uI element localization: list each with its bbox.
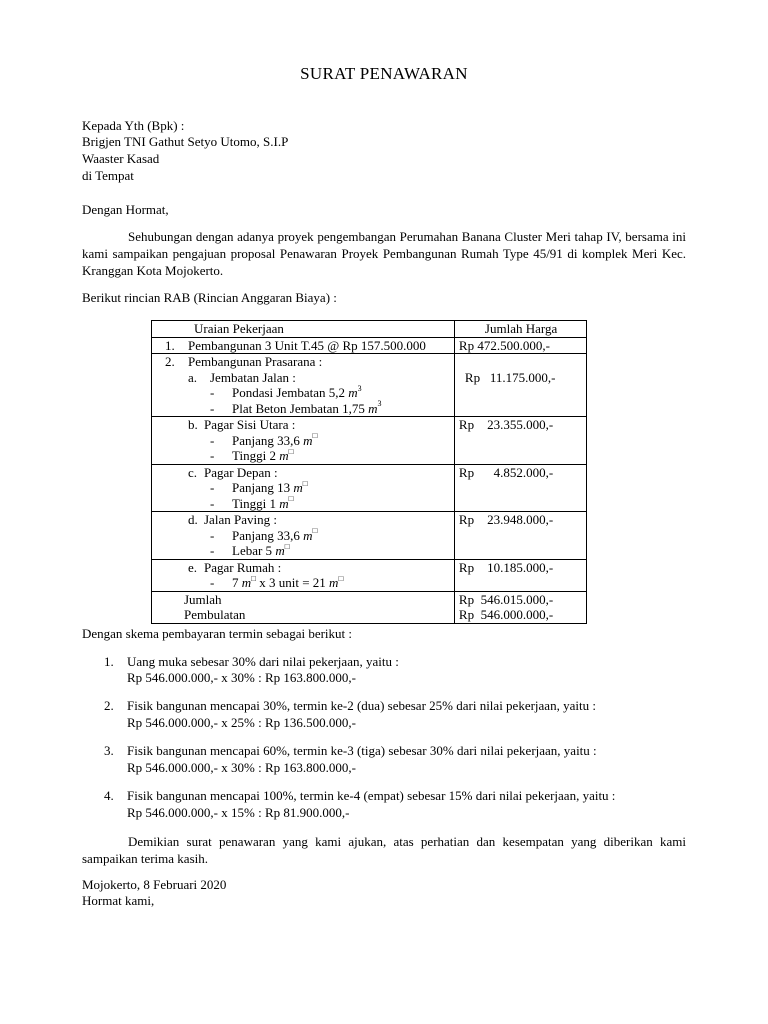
list-item: Rp 546.000.000,- x 15% : Rp 81.900.000,- xyxy=(127,805,350,820)
sub-item: Tinggi 2 m□ xyxy=(232,446,294,463)
sub-label: Pagar Rumah : xyxy=(204,559,282,575)
sub-item: Panjang 13 m□ xyxy=(232,478,308,495)
row-price: Rp 472.500.000,- xyxy=(458,337,550,353)
sub-item: Plat Beton Jembatan 1,75 $m^3$ xyxy=(232,399,382,416)
list-number: 1. xyxy=(104,654,114,669)
list-item: Fisik bangunan mencapai 100%, termin ke-4 (empat) sebesar 15% dari nilai pekerjaan, yaitu : xyxy=(127,788,616,803)
rab-intro: Berikut rincian RAB (Rincian Anggaran Biaya) : xyxy=(82,290,337,305)
row-price: Rp 11.175.000,- xyxy=(464,369,556,385)
bullet-dash: - xyxy=(210,432,215,448)
sub-letter: a. xyxy=(188,369,198,385)
sub-label: Pagar Sisi Utara : xyxy=(204,417,296,432)
col1-header: Uraian Pekerjaan xyxy=(194,321,284,336)
bullet-dash: - xyxy=(210,448,215,463)
document-title: SURAT PENAWARAN xyxy=(300,64,468,83)
sub-item: Lebar 5 m□ xyxy=(232,541,290,558)
sub-label: Jalan Paving : xyxy=(204,512,277,527)
greeting: Dengan Hormat, xyxy=(82,202,169,217)
table-row xyxy=(152,417,587,465)
sub-label: Jembatan Jalan : xyxy=(210,369,296,385)
table-header-row xyxy=(152,321,587,338)
sub-item: Pondasi Jembatan 5,2 $m^3$ xyxy=(232,383,362,400)
table-total-row xyxy=(152,591,587,623)
bullet-dash: - xyxy=(210,385,215,400)
list-item: Uang muka sebesar 30% dari nilai pekerjaan, yaitu : xyxy=(127,654,399,669)
sub-item: Panjang 33,6 m□ xyxy=(232,431,318,448)
recipient-line-4: di Tempat xyxy=(82,168,134,183)
bullet-dash: - xyxy=(210,400,215,416)
rab-table xyxy=(151,320,587,624)
total-price: Rp 546.015.000,- xyxy=(458,591,554,607)
sub-item: Tinggi 1 m□ xyxy=(232,494,294,511)
bullet-dash: - xyxy=(210,527,215,543)
total-label: Jumlah xyxy=(184,591,222,607)
recipient-line-3: Waaster Kasad xyxy=(82,151,160,166)
recipient-line-2: Brigjen TNI Gathut Setyo Utomo, S.I.P xyxy=(82,134,289,149)
row-price: Rp 10.185.000,- xyxy=(458,559,554,575)
row-price: Rp 23.355.000,- xyxy=(458,417,554,432)
list-item: Rp 546.000.000,- x 30% : Rp 163.800.000,- xyxy=(127,760,356,775)
intro-paragraph: Sehubungan dengan adanya proyek pengembangan Perumahan Banana Cluster Meri tahap IV, bersama ini kami sampaikan pengajuan proposal Penawaran Proyek Pembangunan Rumah Type 45/91 di komplek Meri Kec. Kranggan Kota Mojokerto. xyxy=(82,229,686,278)
payment-intro: Dengan skema pembayaran termin sebagai berikut : xyxy=(82,626,353,641)
list-item: Rp 546.000.000,- x 25% : Rp 136.500.000,- xyxy=(127,715,356,730)
recipient-line-1: Kepada Yth (Bpk) : xyxy=(82,118,185,133)
table-row xyxy=(152,354,587,417)
list-item: Fisik bangunan mencapai 60%, termin ke-3 (tiga) sebesar 30% dari nilai pekerjaan, yaitu : xyxy=(127,743,597,758)
list-number: 4. xyxy=(104,788,114,803)
row-number: 2. xyxy=(165,354,175,369)
col2-header: Jumlah Harga xyxy=(484,321,558,336)
sub-item: Panjang 33,6 m□ xyxy=(232,526,318,543)
bullet-dash: - xyxy=(210,480,215,495)
sub-label: Pagar Depan : xyxy=(204,464,278,480)
row-price: Rp 4.852.000,- xyxy=(458,464,554,480)
list-item: Fisik bangunan mencapai 30%, termin ke-2 (dua) sebesar 25% dari nilai pekerjaan, yaitu : xyxy=(127,698,596,713)
list-number: 2. xyxy=(104,698,114,713)
row-number: 1. xyxy=(165,337,175,353)
sub-letter: b. xyxy=(188,417,198,432)
row-label: Pembangunan Prasarana : xyxy=(188,354,323,369)
rounding-price: Rp 546.000.000,- xyxy=(458,607,554,622)
table-row xyxy=(152,464,587,512)
sign-off: Hormat kami, xyxy=(82,893,155,908)
bullet-dash: - xyxy=(210,575,215,590)
table-row xyxy=(152,337,587,354)
sub-letter: c. xyxy=(188,464,198,480)
row-price: Rp 23.948.000,- xyxy=(458,512,554,527)
list-item: Rp 546.000.000,- x 30% : Rp 163.800.000,- xyxy=(127,670,356,685)
bullet-dash: - xyxy=(210,495,215,511)
sub-item: 7 m□ x 3 unit = 21 m□ xyxy=(232,573,344,590)
sub-letter: d. xyxy=(188,512,198,527)
table-row xyxy=(152,559,587,591)
list-number: 3. xyxy=(104,743,114,758)
place-date: Mojokerto, 8 Februari 2020 xyxy=(82,877,227,892)
row-label: Pembangunan 3 Unit T.45 @ Rp 157.500.000 xyxy=(188,337,426,353)
closing-paragraph: Demikian surat penawaran yang kami ajukan, atas perhatian dan kesempatan yang diberikan kami sampaikan terima kasih. xyxy=(82,834,686,866)
bullet-dash: - xyxy=(210,543,215,558)
rounding-label: Pembulatan xyxy=(184,607,246,622)
table-row xyxy=(152,512,587,560)
sub-letter: e. xyxy=(188,559,198,575)
